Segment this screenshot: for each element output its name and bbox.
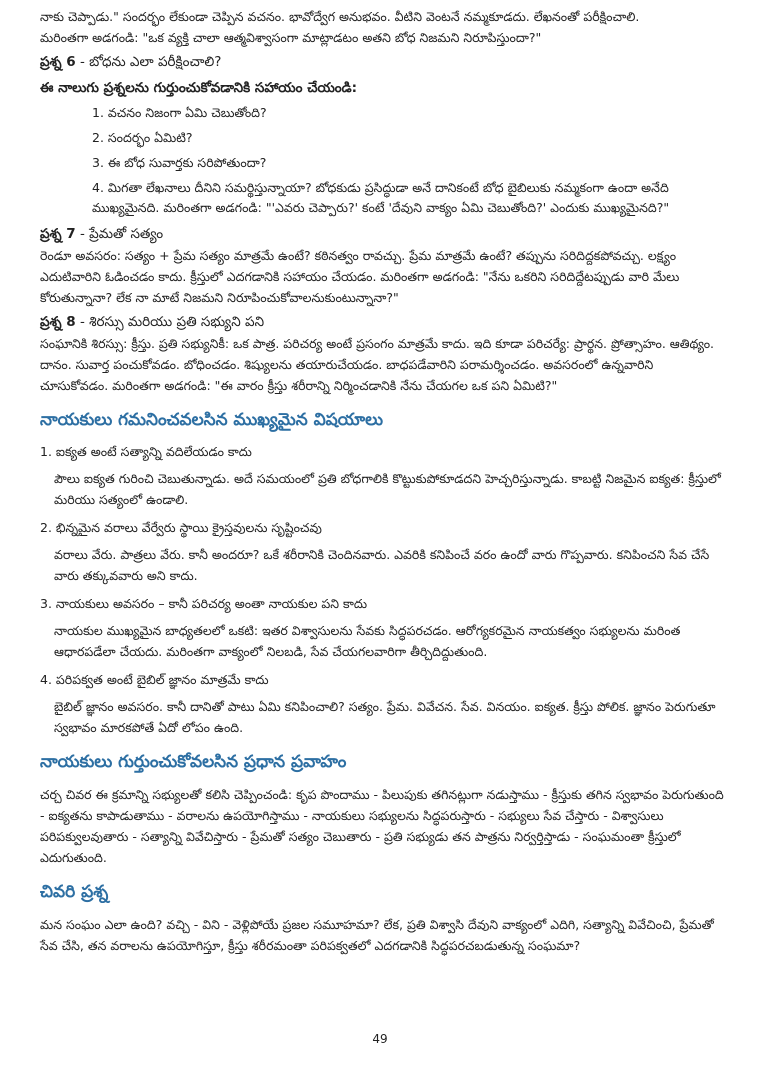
question-8-title: - శిరస్సు మరియు ప్రతి సభ్యుని పని bbox=[75, 314, 265, 330]
question-8-body: సంఘానికి శిరస్సు: క్రీస్తు. ప్రతి సభ్యునికీ: ఒక పాత్ర. పరిచర్య అంటే ప్రసంగం మాత్రమే కాదు. ఇది కూడా పరిచర్యే: ప్రార్థన. ప్రోత్సాహం. ఆతిథ్యం. దానం. సువార్త పంచుకోవడం. బోధించడం. శిష్యులను తయారుచేయడం. బాధపడేవారిని పరామర్శించడం. అవసరంలో ఉన్నవారిని చూసుకోవడం. మరింతగా అడగండి: "ఈ వారం క్రీస్తు శరీరాన్ని నిర్మించడానికి నేను చేయగల ఒక పని ఏమిటి?" bbox=[40, 336, 715, 393]
question-7-title: - ప్రేమతో సత్యం bbox=[75, 226, 164, 242]
question-6-instruction: ఈ నాలుగు ప్రశ్నలను గుర్తుంచుకోవడానికి సహాయం చేయండి: bbox=[40, 80, 358, 96]
intro-line-1: నాకు చెప్పాడు." సందర్భం లేకుండా చెప్పిన వచనం. భావోద్వేగ అనుభవం. వీటిని వెంటనే నమ్మకూడదు. లేఖనంతో పరీక్షించాలి. bbox=[40, 9, 640, 24]
leader-point-4-body: బైబిల్ జ్ఞానం అవసరం. కానీ దానితో పాటు ఏమి కనిపించాలి? సత్యం. ప్రేమ. వివేచన. సేవ. వినయం. ఐక్యత. క్రీస్తు పోలిక. జ్ఞానం పెరుగుతూ స్వభావం మారకపోతే ఏదో లోపం ఉంది. bbox=[54, 699, 716, 735]
question-6-heading bbox=[40, 51, 724, 73]
leader-point-2-title: 2. భిన్నమైన వరాలు వేర్వేరు స్థాయి క్రైస్తవులను సృష్టించవు bbox=[40, 520, 322, 535]
leader-point-2-body: వరాలు వేరు. పాత్రలు వేరు. కానీ అందరూ? ఒకే శరీరానికి చెందినవారు. ఎవరికి కనిపించే వరం ఉందో వారు గొప్పవారు. కనిపించని సేవ చేసే వారు తక్కువవారు అని కాదు. bbox=[54, 547, 710, 583]
question-7-body: రెండూ అవసరం: సత్యం + ప్రేమ సత్యం మాత్రమే ఉంటే? కఠినత్వం రావచ్చు. ప్రేమ మాత్రమే ఉంటే? తప్పును సరిదిద్దకపోవచ్చు. లక్ష్యం ఎదుటివారిని ఓడించడం కాదు. క్రీస్తులో ఎదగడానికి సహాయం చేయడం. మరింతగా అడగండి: "నేను ఒకరిని సరిదిద్దేటప్పుడు వారి మేలు కోరుతున్నానా? లేక నా మాటే నిజమని నిరూపించుకోవాలనుకుంటున్నానా?" bbox=[40, 248, 680, 305]
question-6-label: ప్రశ్న 6 bbox=[40, 54, 76, 70]
question-6-title: - బోధను ఎలా పరీక్షించాలి? bbox=[75, 54, 222, 70]
section-heading-leaders: నాయకులు గమనించవలసిన ముఖ్యమైన విషయాలు bbox=[40, 410, 384, 430]
list-item: 1. వచనం నిజంగా ఏమి చెబుతోంది? bbox=[92, 105, 267, 120]
question-6-list bbox=[40, 103, 724, 218]
leader-point-4-title: 4. పరిపక్వత అంటే బైబిల్ జ్ఞానం మాత్రమే కాదు bbox=[40, 672, 269, 687]
leader-point-1-body: పౌలు ఐక్యత గురించి చెబుతున్నాడు. అదే సమయంలో ప్రతి బోధగాలికి కొట్టుకుపోకూడదని హెచ్చరిస్తున్నాడు. కాబట్టి నిజమైన ఐక్యత: క్రీస్తులో మరియు సత్యంలో ఉండాలి. bbox=[54, 471, 721, 507]
leader-point-3-body: నాయకుల ముఖ్యమైన బాధ్యతలలో ఒకటి: ఇతర విశ్వాసులను సేవకు సిద్ధపరచడం. ఆరోగ్యకరమైన నాయకత్వం సభ్యులను మరింత ఆధారపడేలా చేయదు. మరింతగా వాక్యంలో నిలబడి, సేవ చేయగలవారిగా తీర్చిదిద్దుతుంది. bbox=[54, 623, 681, 659]
intro-line-2: మరింతగా అడగండి: "ఒక వ్యక్తి చాలా ఆత్మవిశ్వాసంగా మాట్లాడటం అతని బోధ నిజమని నిరూపిస్తుందా?" bbox=[40, 30, 542, 45]
question-8-label: ప్రశ్న 8 bbox=[40, 314, 76, 330]
flow-body: చర్చ చివర ఈ క్రమాన్ని సభ్యులతో కలిసి చెప్పించండి: కృప పొందాము - పిలుపుకు తగినట్లుగా నడుస్తాము - క్రీస్తుకు తగిన స్వభావం పెరుగుతుంది - ఐక్యతను కాపాడుతాము - వరాలను ఉపయోగిస్తాము - నాయకులు సభ్యులను సిద్ధపరుస్తారు - సభ్యులు సేవ చేస్తారు - విశ్వాసులు పరిపక్వులవుతారు - సత్యాన్ని వివేచిస్తారు - ప్రేమతో సత్యం చెబుతారు - ప్రతి సభ్యుడు తన పాత్రను నిర్వర్తిస్తాడు - సంఘమంతా క్రీస్తులో ఎదుగుతుంది. bbox=[40, 787, 724, 865]
question-7-label: ప్రశ్న 7 bbox=[40, 226, 76, 242]
list-item: 3. ఈ బోధ సువార్తకు సరిపోతుందా? bbox=[92, 155, 267, 170]
document-page bbox=[40, 6, 724, 956]
leader-point-1-title: 1. ఐక్యత అంటే సత్యాన్ని వదిలేయడం కాదు bbox=[40, 444, 252, 459]
section-heading-flow: నాయకులు గుర్తుంచుకోవలసిన ప్రధాన ప్రవాహం bbox=[40, 752, 347, 772]
list-item: 2. సందర్భం ఏమిటి? bbox=[92, 130, 193, 145]
page-number: 49 bbox=[372, 1032, 388, 1046]
question-8-heading bbox=[40, 311, 724, 333]
question-7-heading bbox=[40, 223, 724, 245]
leader-point-3-title: 3. నాయకులు అవసరం – కానీ పరిచర్య అంతా నాయకుల పని కాదు bbox=[40, 596, 368, 611]
list-item: 4. మిగతా లేఖనాలు దీనిని సమర్థిస్తున్నాయా? బోధకుడు ప్రసిద్ధుడా అనే దానికంటే బోధ బైబిలుకు నమ్మకంగా ఉందా అనేది ముఖ్యమైనది. మరింతగా అడగండి: "'ఎవరు చెప్పారు?' కంటే 'దేవుని వాక్యం ఏమి చెబుతోంది?' ఎందుకు ముఖ్యమైనది?" bbox=[92, 180, 670, 215]
final-question-body: మన సంఘం ఎలా ఉంది? వచ్చి - విని - వెళ్లిపోయే ప్రజల సమూహమా? లేక, ప్రతి విశ్వాసి దేవుని వాక్యంలో ఎదిగి, సత్యాన్ని వివేచించి, ప్రేమతో సేవ చేసి, తన వరాలను ఉపయోగిస్తూ, క్రీస్తు శరీరమంతా పరిపక్వతలో ఎదగడానికి సిద్ధపరచబడుతున్న సంఘమా? bbox=[40, 917, 714, 953]
section-heading-final-question: చివరి ప్రశ్న bbox=[40, 882, 109, 902]
